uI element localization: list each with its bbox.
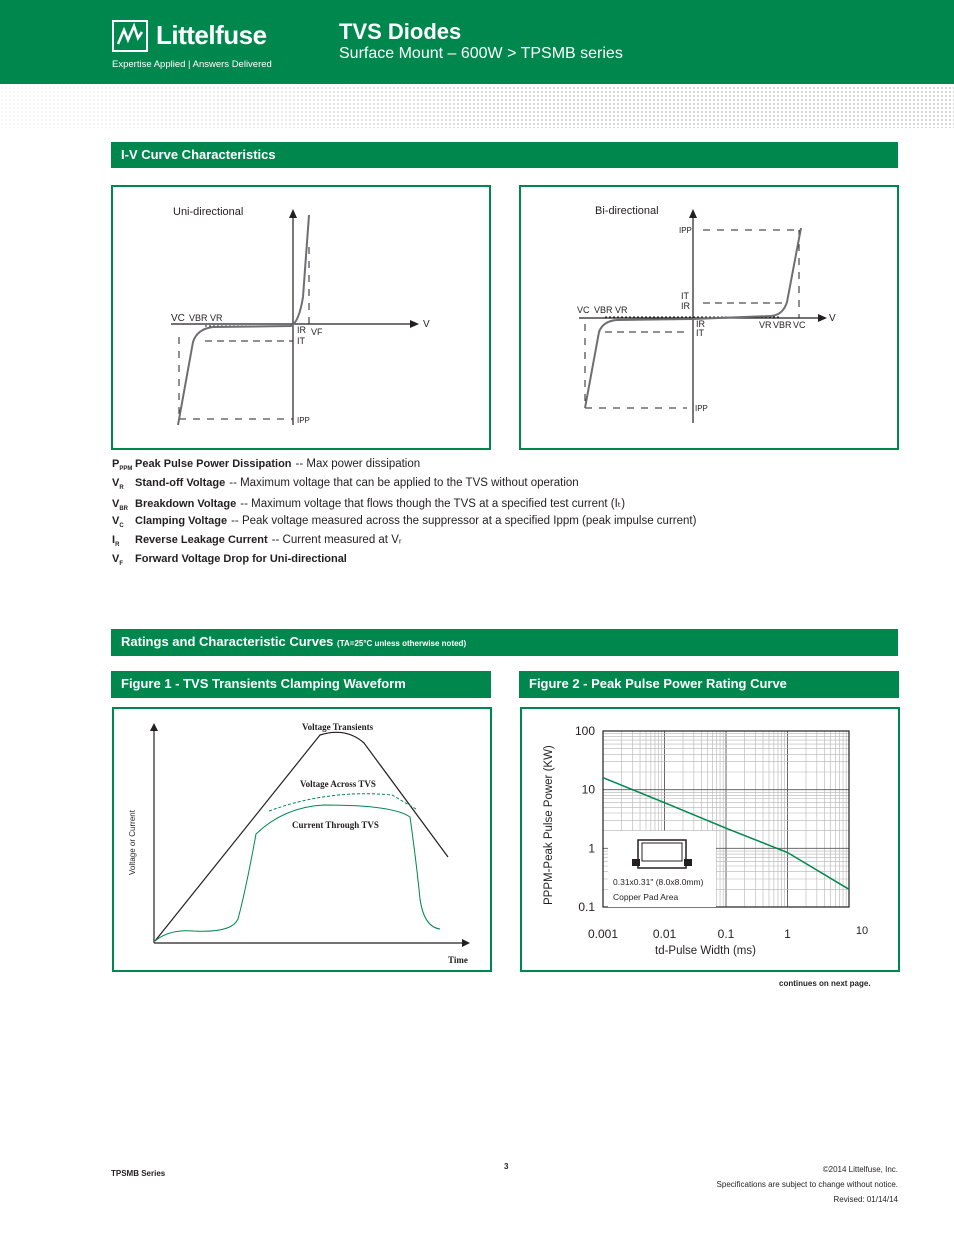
bi-vbr-left-label: VBR [594,305,613,315]
fig2-inset-line2: Copper Pad Area [613,892,679,902]
definition-symbol [112,498,135,512]
definition-term: Forward Voltage Drop for Uni-directional [135,553,347,565]
definition-text: -- Peak voltage measured across the suppressor at a specified Ippm (peak impulse current) [231,515,697,527]
definition-text: -- Maximum voltage that can be applied to the TVS without operation [229,477,579,489]
figure2-title: Figure 2 - Peak Pulse Power Rating Curve [529,676,787,691]
definition-text: -- Maximum voltage that flows though the TVS at a specified test current (Iₜ) [240,498,626,510]
fig1-current-through-label: Current Through TVS [292,820,379,830]
definition-term: Stand-off Voltage [135,477,226,489]
bi-vr-right-label: VR [759,320,772,330]
figure1-title: Figure 1 - TVS Transients Clamping Waveform [121,676,406,691]
footer-series: TPSMB Series [111,1169,166,1178]
continues-note: continues on next page. [779,979,871,988]
figure2-chart [522,709,898,970]
logo-tagline: Expertise Applied | Answers Delivered [112,59,272,70]
bi-y-arrow [689,209,697,218]
definition-symbol [112,534,135,548]
definition-row [112,534,912,553]
definition-symbol [112,458,135,472]
definition-term: Reverse Leakage Current [135,534,268,546]
page-header [0,0,954,84]
bi-vbr-right-label: VBR [773,320,792,330]
voltage-transients-curve [155,732,448,941]
definition-symbol [112,515,135,529]
fig2-xlabel: td-Pulse Width (ms) [655,945,756,957]
definition-term: Peak Pulse Power Dissipation [135,458,292,470]
uni-vf-label: VF [311,327,323,337]
fig2-inset-line1: 0.31x0.31" (8.0x8.0mm) [613,877,704,887]
fig2-y-tick-label: 100 [574,724,595,738]
fig2-ylabel: PPPM-Peak Pulse Power (KW) [543,745,555,905]
definition-term: Breakdown Voltage [135,498,237,510]
iv-section-heading [111,142,898,168]
uni-y-arrow [289,209,297,218]
bi-directional-panel [519,185,899,450]
bi-vc-right-label: VC [793,320,806,330]
fig2-x-tick-label: 0.001 [587,927,619,941]
figure2-panel [520,707,900,972]
fig1-y-arrow [150,723,158,731]
definition-symbol-subscript: BR [119,506,129,513]
definition-symbol-letter: V [112,498,120,510]
voltage-across-tvs-curve [269,794,416,811]
bi-vc-left-label: VC [577,305,590,315]
bi-v-label: V [829,313,836,324]
uni-directional-panel [111,185,491,450]
footer-notice: Specifications are subject to change without notice. [716,1180,898,1189]
page-title: TVS Diodes [339,19,462,44]
bi-it-top-label: IT [681,291,689,301]
figure1-heading [111,671,491,698]
definition-symbol [112,553,135,567]
bi-title: Bi-directional [595,205,659,217]
definition-text: -- Current measured at Vᵣ [271,534,402,546]
iv-section-title: I-V Curve Characteristics [121,147,276,162]
uni-v-label: V [423,319,430,330]
bi-ipp-bot-label: IPP [695,404,708,413]
logo-name: Littelfuse [156,20,267,50]
fig2-y-tick-label: 1 [588,841,595,856]
fig1-x-arrow [462,939,470,947]
footer-copyright: ©2014 Littelfuse, Inc. [822,1165,898,1174]
bi-directional-graph [521,187,897,448]
uni-it-label: IT [297,336,305,346]
figure2-heading [519,671,899,698]
uni-vr-label: VR [210,313,223,323]
definition-symbol-letter: V [112,515,120,527]
ratings-section-heading [111,629,898,656]
bi-ir-top-label: IR [681,301,690,311]
fig1-voltage-across-label: Voltage Across TVS [300,779,376,789]
figure1-panel [112,707,492,972]
fig2-x-tick-label: 0.1 [717,927,735,941]
parameter-definitions [112,458,912,572]
definition-row [112,458,912,477]
uni-ipp-label: IPP [297,416,310,425]
definition-symbol-subscript: R [119,485,124,492]
definition-symbol-letter: V [112,477,120,489]
fig1-voltage-transients-label: Voltage Transients [302,722,374,732]
fig2-y-tick-label: 0.1 [578,900,595,914]
definition-symbol-subscript: F [119,561,124,568]
bi-ir-bot-label: IR [696,319,705,329]
fig2-x-tick-label: 0.01 [652,927,677,941]
bi-x-arrow [818,314,827,322]
definition-symbol-letter: P [112,458,120,470]
fig2-y-tick-label: 10 [581,782,595,797]
uni-vbr-label: VBR [189,313,208,323]
uni-ir-label: IR [297,325,306,335]
definition-row [112,553,912,572]
fig2-x-tick-label: 1 [784,927,791,941]
littelfuse-logo [112,18,282,74]
figure1-waveform [114,709,490,970]
definition-symbol-letter: I [112,534,116,546]
ratings-section-note: (TA=25°C unless otherwise noted) [337,639,467,648]
bi-ipp-top-label: IPP [679,226,692,235]
footer-page-number: 3 [504,1162,509,1171]
fig2-x-tick-label: 10 [855,925,869,937]
definition-text: -- Max power dissipation [295,458,421,470]
footer-revised: Revised: 01/14/14 [833,1195,898,1204]
definition-symbol-subscript: R [115,542,120,549]
definition-symbol-letter: V [112,553,120,565]
uni-directional-graph [113,187,489,448]
definition-row [112,496,912,515]
definition-symbol-subscript: C [119,523,124,530]
dot-pattern-fade [0,86,954,128]
bi-vr-left-label: VR [615,305,628,315]
bi-it-bot-label: IT [696,328,704,338]
ratings-section-title: Ratings and Characteristic Curves [121,634,334,649]
page-subtitle: Surface Mount – 600W > TPSMB series [339,45,623,62]
fig1-ylabel: Voltage or Current [128,810,137,875]
littelfuse-logo-icon [112,20,148,52]
definition-row [112,477,912,496]
uni-title: Uni-directional [173,206,244,218]
definition-row [112,515,912,534]
uni-x-arrow [410,320,419,328]
definition-term: Clamping Voltage [135,515,228,527]
footer-legal [717,1162,898,1207]
definition-symbol-subscript: PPM [119,466,133,473]
definition-symbol [112,477,135,491]
uni-vc-label: VC [171,313,185,324]
fig1-xlabel: Time [448,955,468,965]
package-icon [632,840,692,868]
